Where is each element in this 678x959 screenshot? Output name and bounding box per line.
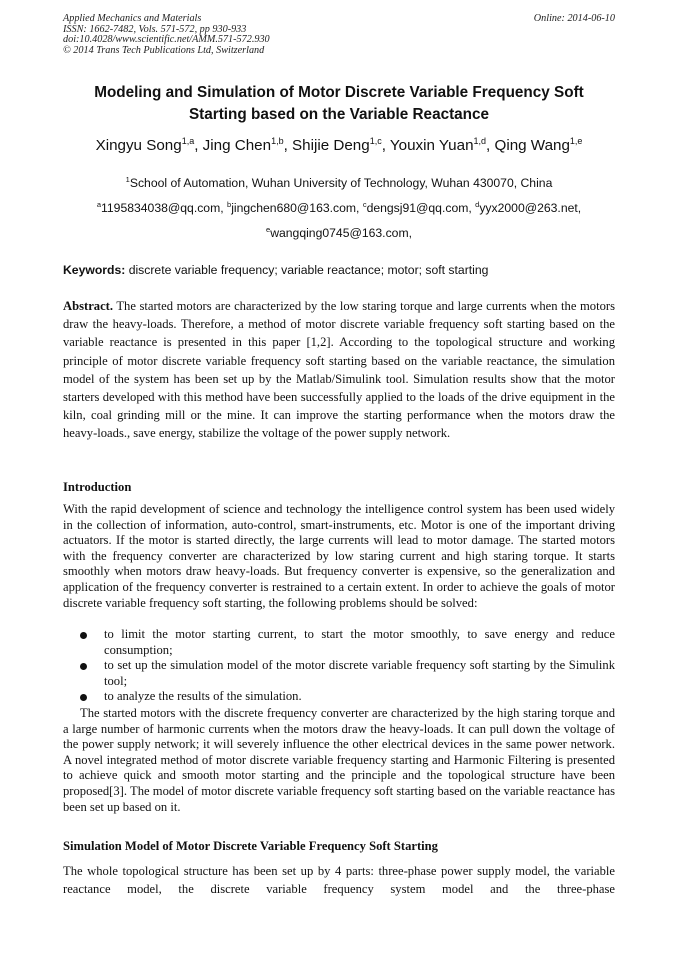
email-address: jingchen680@163.com, (231, 201, 363, 215)
email-sup: d (475, 200, 480, 209)
author-sep: , (283, 137, 293, 154)
list-item (63, 689, 615, 705)
bullet-icon (80, 694, 87, 701)
keywords-text: discrete variable frequency; variable reactance; motor; soft starting (125, 263, 489, 277)
introduction-paragraph-1: With the rapid development of science and technology the intelligence control system has been used widely in the collection of information, auto-control, smart-instruments, etc. Motor is one of the important driving actuators. If the motor is started directly, the large currents will lead to motor damage. The started motors with the frequency converter are characterized by low staring current and high staring torque. It starts smoothly when motors draw heavy-loads. But frequency converter is expensive, so the generalization and application of the frequency converter is restrained to a certain extent. In order to achieve the goals of motor discrete variable frequency soft starting, the following problems should be solved: (63, 502, 615, 610)
email-sup: b (227, 200, 232, 209)
journal-copyright: © 2014 Trans Tech Publications Ltd, Switzerland (63, 44, 265, 56)
email-line-1 (63, 200, 615, 216)
abstract (63, 297, 615, 443)
author-name: Jing Chen (202, 137, 272, 154)
bullet-icon (80, 632, 87, 639)
email-address: yyx2000@263.net, (479, 201, 582, 215)
introduction-paragraph-2: The started motors with the discrete frequency converter are characterized by the high staring torque and a large number of harmonic currents when the motors draw the heavy-loads. It can pull down the voltage of the power supply network; it will severely influence the other electrical devices in the same power network. A novel integrated method of motor discrete variable frequency starting and Harmonic Filtering is presented to achieve quick and smooth motor starting and the principle and the topological structure have been proposed[3]. The model of motor discrete variable frequency soft starting based on the variable reactance has been set up based on it. (63, 706, 615, 814)
author-sup: 1,a (181, 136, 195, 146)
author-name: Xingyu Song (95, 137, 182, 154)
journal-header (63, 14, 615, 56)
affiliation (63, 175, 615, 191)
email-sup: e (266, 225, 271, 234)
title-line-2: Starting based on the Variable Reactance (188, 106, 490, 123)
keywords-label: Keywords: (63, 263, 126, 277)
affiliation-text: School of Automation, Wuhan University of Technology, Wuhan 430070, China (129, 176, 553, 190)
author-sup: 1,e (569, 136, 583, 146)
paper-title (63, 82, 615, 126)
author-sup: 1,d (473, 136, 487, 146)
simulation-paragraph-1: The whole topological structure has been set up by 4 parts: three-phase power supply model, the variable reactance model, the discrete variable frequency system model and the three-phase (63, 864, 615, 896)
list-item (63, 658, 615, 689)
bullet-icon (80, 663, 87, 670)
problem-list (63, 627, 615, 705)
abstract-text: The started motors are characterized by the low staring torque and large currents when the motors draw the heavy-loads. Therefore, a method of motor discrete variable frequency soft starting based on the variable reactance is presented in this paper [1,2]. According to the topological structure and working principle of motor discrete variable frequency soft starting based on the variable reactance, the simulation model of the system has been set up by the Matlab/Simulink tool. Simulation results show that the motor starters developed with this method have been successfully applied to the loads of the drive equipment in the kiln, coal grinding mill or the mine. It can improve the starting performance when the motors draw the heavy-loads., save energy, stabilize the voltage of the power supply network. (63, 299, 615, 441)
list-item-text: to limit the motor starting current, to start the motor smoothly, to save energy and reduce consumption; (104, 627, 615, 657)
section-heading-introduction: Introduction (63, 480, 132, 494)
author-sep: , (194, 137, 203, 154)
author-name: Qing Wang (494, 137, 570, 154)
author-list (63, 136, 615, 156)
author-name: Shijie Deng (292, 137, 370, 154)
email-address: wangqing0745@163.com, (270, 226, 412, 240)
journal-name: Applied Mechanics and Materials (63, 13, 202, 24)
journal-doi: doi:10.4028/www.scientific.net/AMM.571-572.930 (63, 34, 270, 46)
section-heading-simulation: Simulation Model of Motor Discrete Variable Frequency Soft Starting (63, 839, 438, 853)
author-sep: , (486, 137, 495, 154)
author-sep: , (381, 137, 390, 154)
title-line-1: Modeling and Simulation of Motor Discrete Variable Frequency Soft (94, 84, 584, 101)
list-item-text: to analyze the results of the simulation. (104, 689, 302, 704)
journal-issn: ISSN: 1662-7482, Vols. 571-572, pp 930-933 (63, 23, 247, 35)
abstract-label: Abstract. (63, 299, 114, 313)
email-address: 1195834038@qq.com, (101, 201, 228, 215)
keywords (63, 262, 615, 278)
list-item-text: to set up the simulation model of the motor discrete variable frequency soft starting by the Simulink tool; (104, 658, 615, 688)
email-sup: a (96, 200, 102, 209)
author-sup: 1,b (271, 136, 284, 146)
list-item (63, 627, 615, 658)
email-line-2 (63, 225, 615, 241)
affiliation-sup: 1 (125, 175, 130, 184)
author-sup: 1,c (369, 136, 382, 146)
email-sup: c (362, 200, 367, 209)
online-date: Online: 2014-06-10 (533, 13, 615, 24)
author-name: Youxin Yuan (389, 137, 474, 154)
email-address: dengsj91@qq.com, (366, 201, 476, 215)
